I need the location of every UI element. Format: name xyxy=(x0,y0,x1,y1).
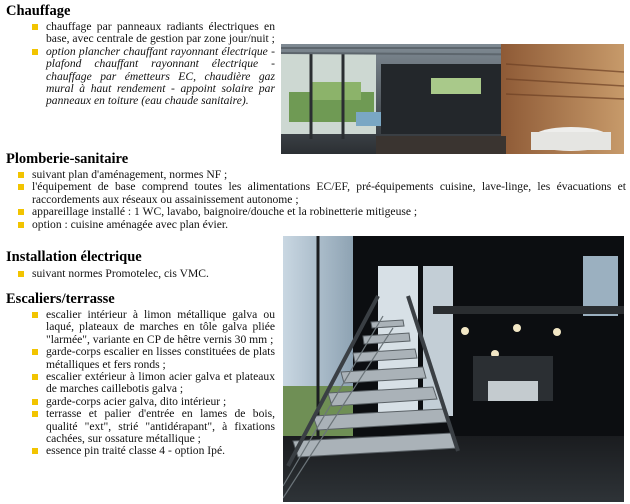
section-title-chauffage: Chauffage xyxy=(6,3,71,19)
list-item: appareillage installé : 1 WC, lavabo, baignoire/douche et la robinetterie mitigeuse ; xyxy=(32,206,626,218)
list-item: garde-corps escalier en lisses constituées de plats métalliques et fers ronds ; xyxy=(46,346,275,371)
section-title-escaliers: Escaliers/terrasse xyxy=(6,291,115,307)
list-item: escalier intérieur à limon métallique galva ou laqué, plateaux de marches en tôle galva pliée "larmée", variante en CP de hêtre vernis 30 mm ; xyxy=(46,309,275,346)
list-item: terrasse et palier d'entrée en lames de bois, qualité "ext", strié "antidérapant", à fixations cachées, sur ossature métallique ; xyxy=(46,408,275,445)
bullet-icon xyxy=(18,184,24,190)
list-item: suivant normes Promotelec, cis VMC. xyxy=(32,268,272,280)
bullet-icon xyxy=(32,49,38,55)
section-title-plomberie: Plomberie-sanitaire xyxy=(6,151,129,167)
list-item: chauffage par panneaux radiants électriques en base, avec centrale de gestion par zone jour/nuit ; xyxy=(46,21,275,46)
bullet-icon xyxy=(32,312,38,318)
bullet-icon xyxy=(18,172,24,178)
list-item: escalier extérieur à limon acier galva et plateaux de marches caillebotis galva ; xyxy=(46,371,275,396)
plomberie-list xyxy=(32,169,626,231)
bullet-icon xyxy=(32,448,38,454)
bullet-icon xyxy=(32,24,38,30)
interior-photo-bathroom xyxy=(281,44,624,154)
bullet-icon xyxy=(18,271,24,277)
chauffage-list xyxy=(46,21,275,108)
list-item: garde-corps acier galva, dito intérieur ; xyxy=(46,396,275,408)
list-item: suivant plan d'aménagement, normes NF ; xyxy=(32,169,626,181)
interior-photo-staircase xyxy=(283,236,624,502)
list-item: option plancher chauffant rayonnant électrique - plafond chauffant rayonnant électrique - chauffage par émetteurs EC, chaudière gaz mural à haut rendement - appoint solaire par panneaux en toiture (eau chaude sanitaire). xyxy=(46,46,275,108)
escaliers-list xyxy=(46,309,275,458)
bullet-icon xyxy=(18,209,24,215)
list-item: l'équipement de base comprend toutes les alimentations EC/EF, pré-équipements cuisine, lave-linge, les évacuations et raccordements aux réseaux ou assainissement autonome ; xyxy=(32,181,626,206)
electrique-list xyxy=(32,268,272,280)
bullet-icon xyxy=(32,411,38,417)
list-item: option : cuisine aménagée avec plan évier. xyxy=(32,219,626,231)
bullet-icon xyxy=(32,399,38,405)
list-item: essence pin traité classe 4 - option Ipé. xyxy=(46,445,275,457)
bullet-icon xyxy=(32,349,38,355)
section-title-electrique: Installation électrique xyxy=(6,249,142,265)
bullet-icon xyxy=(32,374,38,380)
bullet-icon xyxy=(18,222,24,228)
